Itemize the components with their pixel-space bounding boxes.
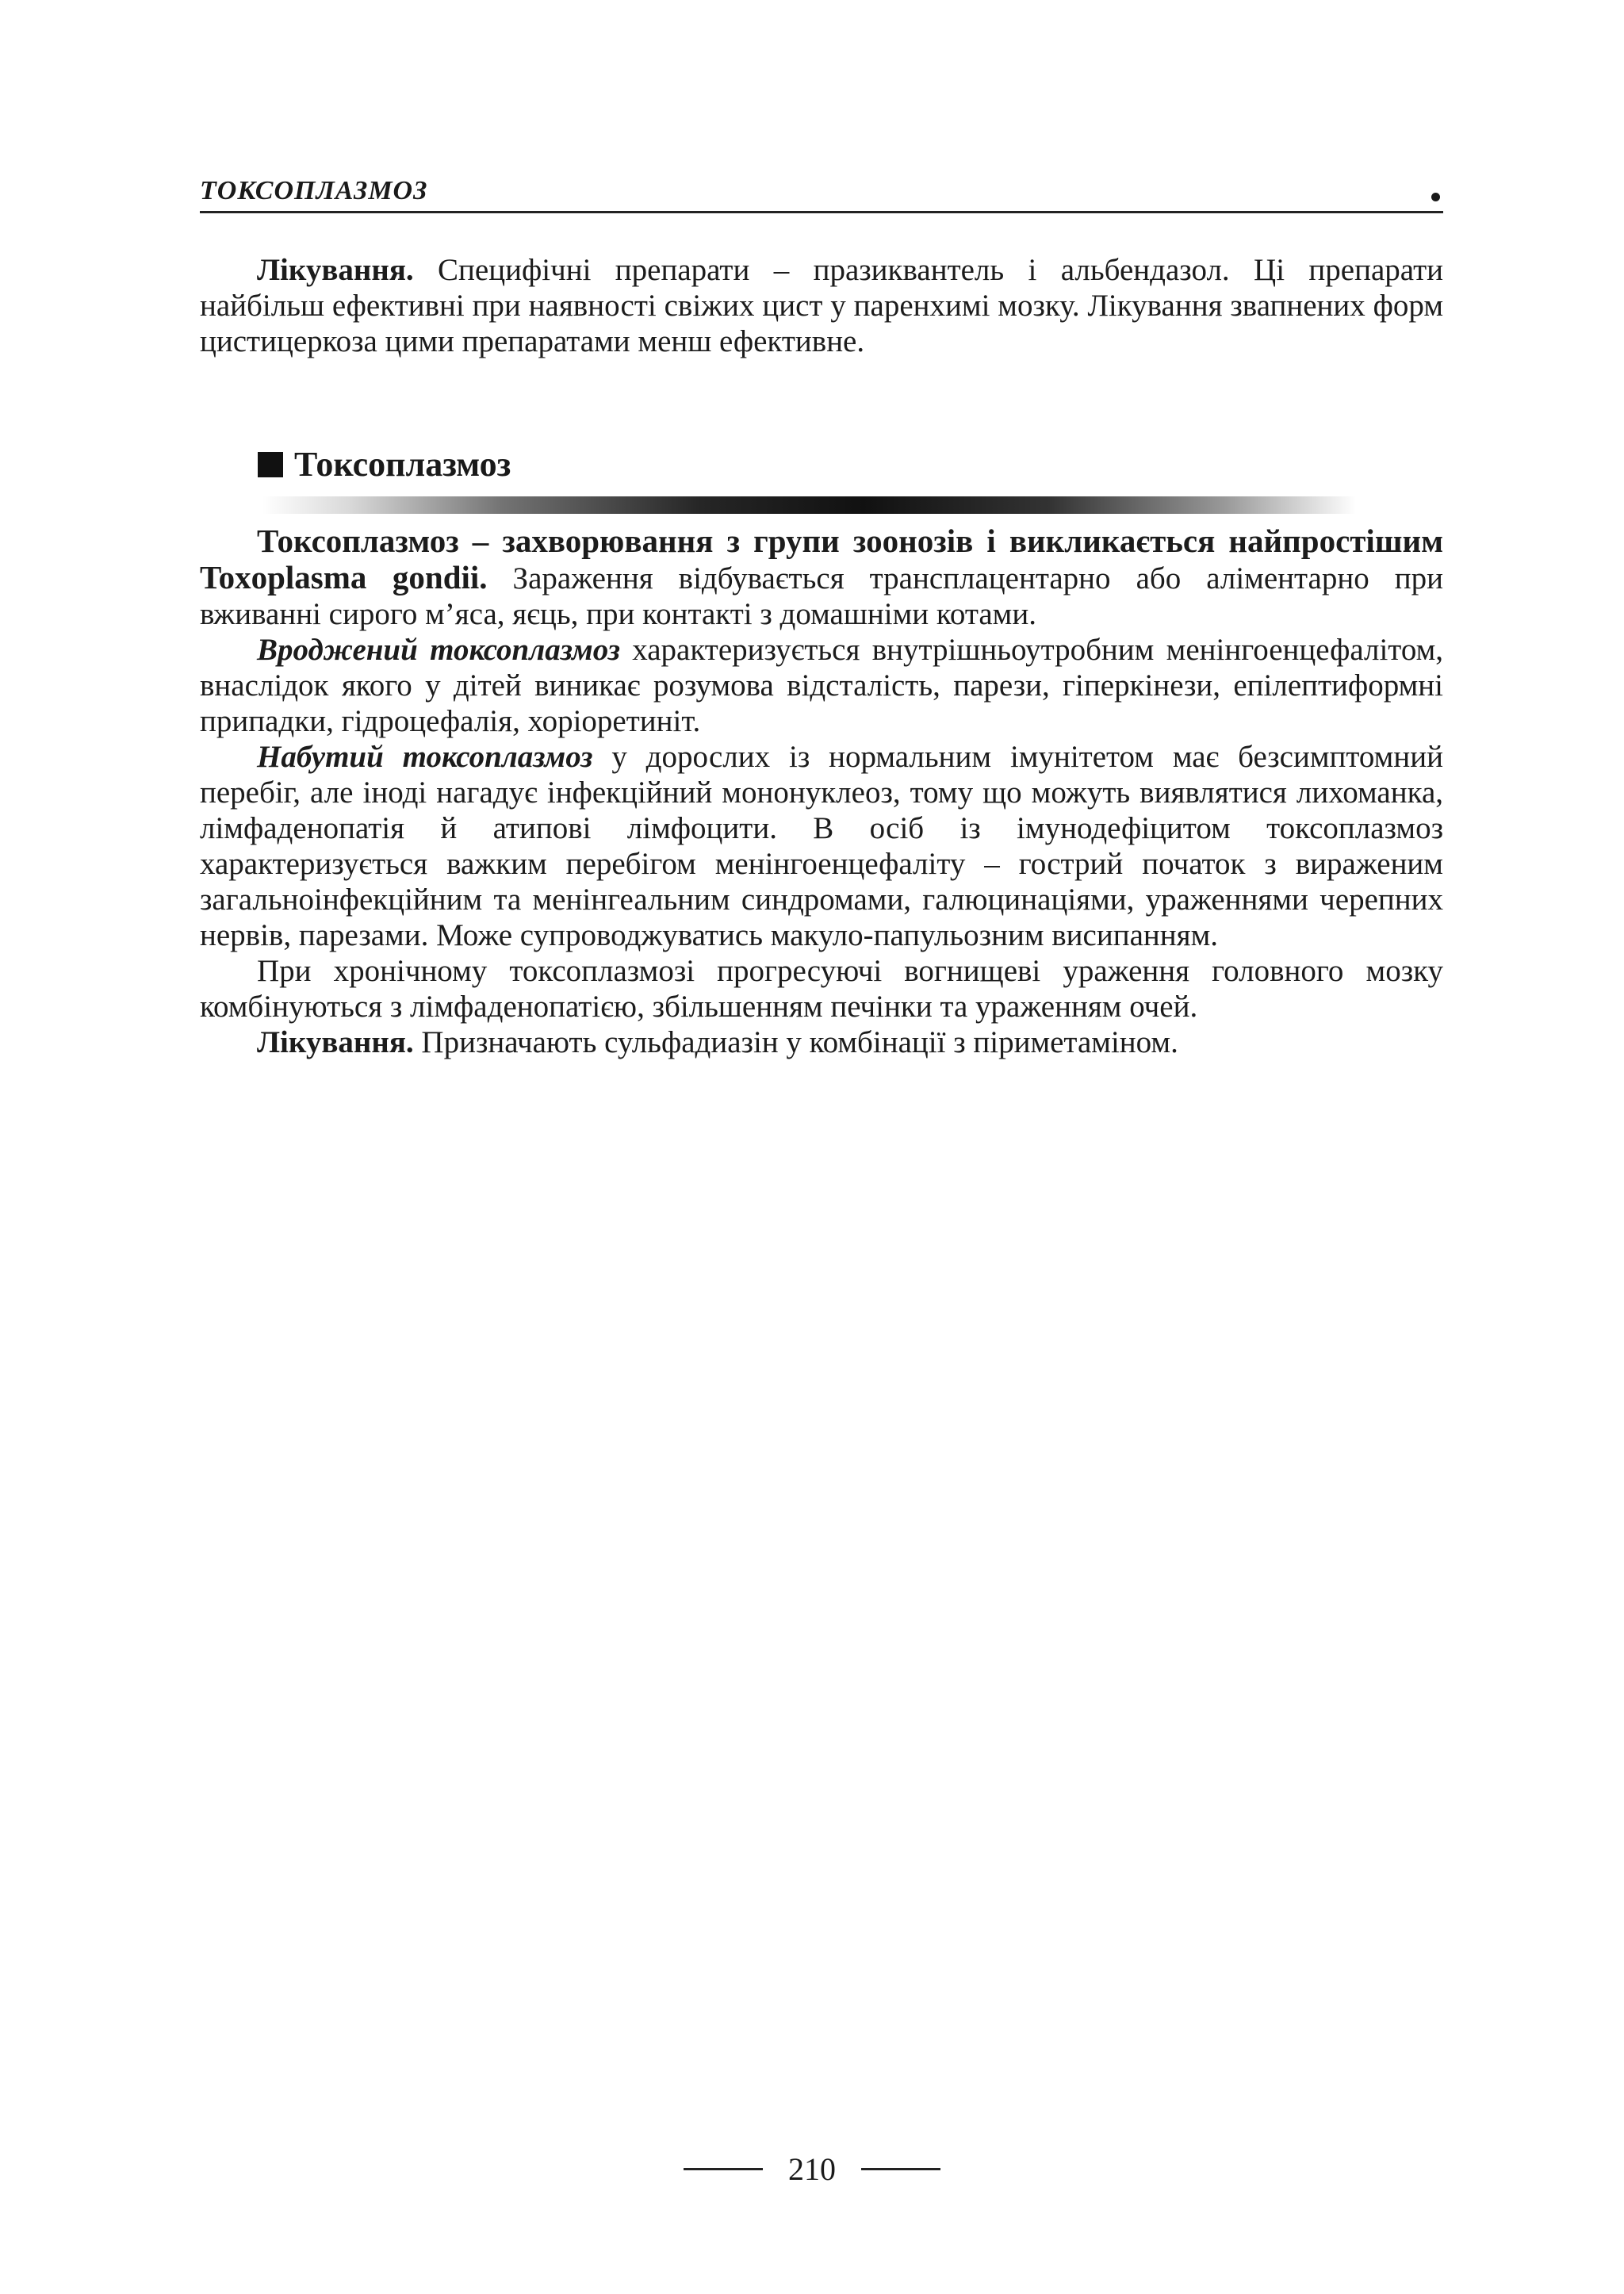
- main-text-block: [200, 523, 1443, 1060]
- header-dot-icon: [1431, 193, 1440, 201]
- footer-rule-right: [861, 2168, 940, 2170]
- page-number: 210: [788, 2151, 836, 2187]
- definition-text: Зараження відбувається трансплацентарно або аліментарно при вживанні сирого м’яса, яєць, при контакті з домашніми котами.: [200, 561, 1443, 631]
- acquired-term: Набутий токсоплазмоз: [257, 740, 593, 774]
- square-bullet-icon: [258, 452, 283, 477]
- paragraph-acquired: [200, 739, 1443, 953]
- section-heading: [258, 444, 511, 484]
- paragraph-treatment: [200, 1024, 1443, 1060]
- chronic-text: При хронічному токсоплазмозі прогресуючі вогнищеві ураження головного мозку комбінуються з лімфаденопатією, збільшенням печінки та ураженням очей.: [200, 954, 1443, 1024]
- definition-bold: Токсоплазмоз – захворювання з групи зоонозів і викликається найпростішим Toxoplasma gondii.: [200, 523, 1443, 596]
- intro-text: Специфічні препарати – празиквантель і альбендазол. Ці препарати найбільш ефективні при наявності свіжих цист у паренхимі мозку. Лікування звапнених форм цистицеркоза цими препаратами менш ефективне.: [200, 253, 1443, 358]
- paragraph-congenital: [200, 632, 1443, 739]
- congenital-text: характеризується внутрішньоутробним менінгоенцефалітом, внаслідок якого у дітей виникає розумова відсталість, парези, гіперкінези, епілептиформні припадки, гідроцефалія, хоріоретиніт.: [200, 633, 1444, 738]
- acquired-text: у дорослих із нормальним імунітетом має безсимптомний перебіг, але іноді нагадує інфекційний мононуклеоз, тому що можуть виявлятися лихоманка, лімфаденопатія й атипові лімфоцити. В осіб із імунодефіцитом токсоплазмоз характеризується важким перебігом менінгоенцефаліту – гострий початок з вираженим загальноінфекційним та менінгеальним синдромами, галюцинаціями, ураженнями черепних нервів, парезами. Може супроводжуватись макуло-папульозним висипанням.: [200, 740, 1443, 952]
- running-header: [200, 170, 1443, 213]
- intro-lead: Лікування.: [257, 253, 414, 287]
- intro-block: [200, 252, 1443, 359]
- paragraph-definition: [200, 523, 1443, 632]
- treatment-text: Призначають сульфадиазін у комбінації з піриметаміном.: [413, 1025, 1178, 1059]
- congenital-term: Вроджений токсоплазмоз: [257, 633, 620, 667]
- page-footer: [0, 2150, 1624, 2188]
- running-header-title: ТОКСОПЛАЗМОЗ: [200, 176, 428, 205]
- treatment-lead: Лікування.: [257, 1025, 414, 1059]
- footer-rule-left: [684, 2168, 763, 2170]
- intro-paragraph: [200, 252, 1443, 359]
- section-rule: [262, 496, 1356, 514]
- paragraph-chronic: [200, 953, 1443, 1024]
- section-title: Токсоплазмоз: [294, 445, 511, 484]
